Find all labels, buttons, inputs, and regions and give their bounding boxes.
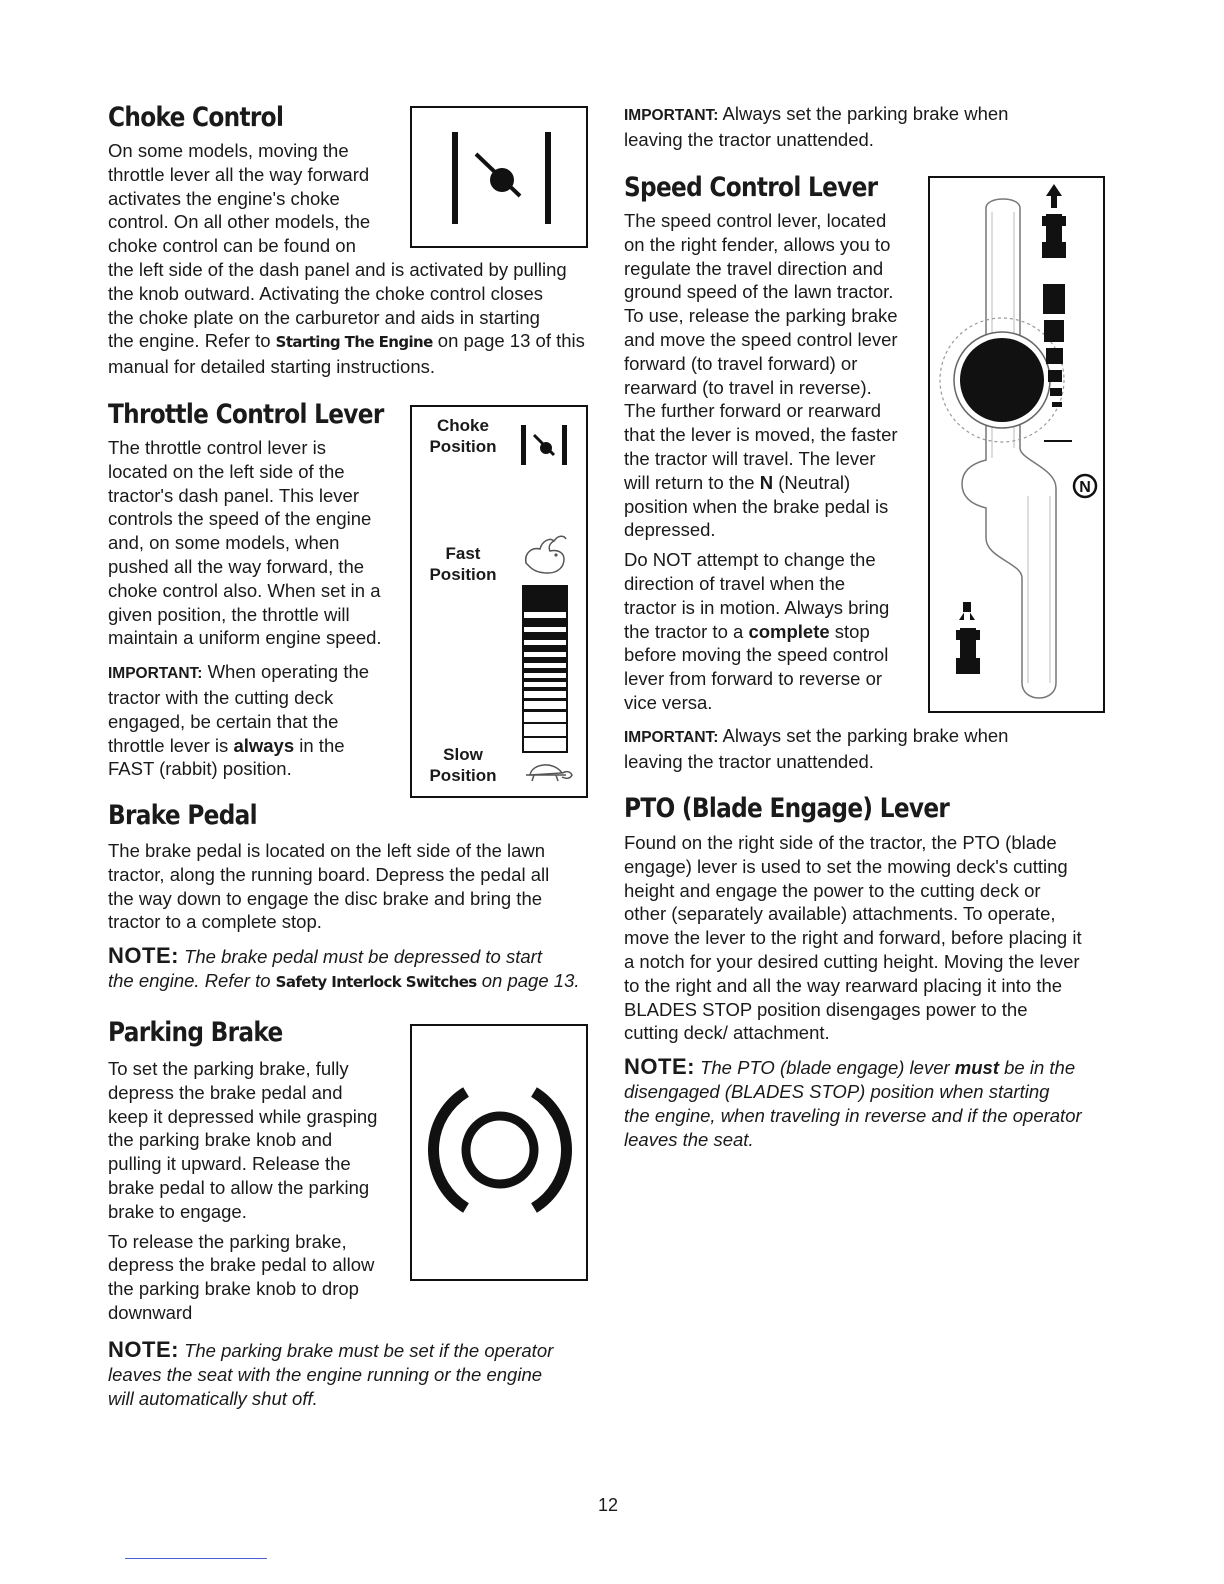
speed-control-diagram <box>928 176 1105 713</box>
speed-lever-slot-diagram <box>930 178 1103 711</box>
rabbit-icon <box>520 533 570 579</box>
text-line: that the lever is moved, the faster <box>624 424 898 446</box>
text-line: To release the parking brake, <box>108 1230 347 1252</box>
throttle-control-body <box>108 436 408 781</box>
text-line: before moving the speed control <box>624 644 889 666</box>
text-line: will automatically shut off. <box>108 1387 318 1409</box>
text-line: given position, the throttle will <box>108 603 350 625</box>
text-line: The throttle control lever is <box>108 437 326 458</box>
text-line: Found on the right side of the tractor, the PTO (blade <box>624 832 1057 853</box>
text-line: to the right and all the way rearward placing it into the <box>624 974 1063 996</box>
choke-control-heading: Choke Control <box>108 102 284 133</box>
parking-brake-heading: Parking Brake <box>108 1017 283 1048</box>
parking-brake-body <box>108 1057 408 1325</box>
text-line: leaves the seat. <box>624 1128 754 1150</box>
text-line: forward (to travel forward) or <box>624 352 858 374</box>
text-line: will return to the N (Neutral) <box>624 471 851 493</box>
text-line: choke control can be found on <box>108 235 356 257</box>
text-line: depress the brake pedal to allow <box>108 1254 375 1276</box>
parking-brake-note <box>108 1338 598 1410</box>
text-line: pulling it upward. Release the <box>108 1153 351 1175</box>
text-line: IMPORTANT: Always set the parking brake when <box>624 103 1009 124</box>
text-line: IMPORTANT: Always set the parking brake when <box>624 725 1009 746</box>
text-line: the way down to engage the disc brake and bring the <box>108 887 543 909</box>
pto-lever-body <box>624 831 1114 1151</box>
text-line: downward <box>108 1301 193 1323</box>
choke-small-icon <box>516 423 572 467</box>
pto-note: NOTE: The PTO (blade engage) lever must be in the <box>624 1054 1076 1080</box>
text-line: cutting deck/ attachment. <box>624 1022 830 1044</box>
text-line: vice versa. <box>624 691 713 713</box>
page-number: 12 <box>597 1495 619 1515</box>
choke-position-label: Choke Position <box>429 416 497 456</box>
text-line: height and engage the power to the cutting deck or <box>624 879 1041 901</box>
text-line: leaves the seat with the engine running or the engine <box>108 1363 543 1385</box>
text-line: and, on some models, when <box>108 532 340 554</box>
text-line: and move the speed control lever <box>624 328 898 350</box>
choke-symbol-box <box>410 106 588 248</box>
cross-reference: Starting The Engine <box>275 333 433 352</box>
text-line: the left side of the dash panel and is activated by pulling <box>108 258 567 280</box>
text-line: throttle lever all the way forward <box>108 163 370 185</box>
text-line: depress the brake pedal and <box>108 1081 343 1103</box>
speed-control-heading: Speed Control Lever <box>624 172 878 203</box>
text-line: tractor is in motion. Always bring <box>624 596 890 618</box>
text-line: To set the parking brake, fully <box>108 1058 349 1079</box>
parking-brake-icon <box>426 1076 574 1224</box>
text-line: FAST (rabbit) position. <box>108 758 292 780</box>
text-line: the tractor to a complete stop <box>624 620 870 642</box>
text-line: the knob outward. Activating the choke control closes <box>108 282 544 304</box>
text-line: The further forward or rearward <box>624 400 882 422</box>
text-line: engaged, be certain that the <box>108 710 339 732</box>
text-line: manual for detailed starting instructions. <box>108 356 436 378</box>
text-line: keep it depressed while grasping <box>108 1105 378 1127</box>
text-line: choke control also. When set in a <box>108 579 381 601</box>
text-line: rearward (to travel in reverse). <box>624 376 872 398</box>
top-important-note <box>624 102 1104 152</box>
important-note: IMPORTANT: When operating the <box>108 661 370 683</box>
text-line: control. On all other models, the <box>108 211 371 233</box>
text-line: controls the speed of the engine <box>108 508 372 530</box>
text-line: the parking brake knob and <box>108 1129 333 1151</box>
text-line: other (separately available) attachments. To operate, <box>624 903 1056 925</box>
text-line: tractor, along the running board. Depress the pedal all <box>108 863 550 885</box>
text-line: maintain a uniform engine speed. <box>108 627 382 649</box>
text-line: The speed control lever, located <box>624 210 887 231</box>
text-line: disengaged (BLADES STOP) position when starting <box>624 1080 1050 1102</box>
text-line: a notch for your desired cutting height. Moving the lever <box>624 950 1080 972</box>
text-line: activates the engine's choke <box>108 187 340 209</box>
text-line: located on the left side of the <box>108 460 345 482</box>
text-line: To use, release the parking brake <box>624 305 898 327</box>
text-line: depressed. <box>624 519 716 541</box>
text-line: engage) lever is used to set the mowing deck's cutting <box>624 855 1068 877</box>
text-line: on the right fender, allows you to <box>624 233 891 255</box>
text-line: brake pedal to allow the parking <box>108 1176 370 1198</box>
throttle-speed-scale <box>522 585 568 753</box>
text-line: ground speed of the lawn tractor. <box>624 281 894 303</box>
text-line: NOTE: The parking brake must be set if the operator <box>108 1337 554 1362</box>
text-line: tractor with the cutting deck <box>108 686 334 708</box>
text-line: direction of travel when the <box>624 572 846 594</box>
text-line: Do NOT attempt to change the <box>624 549 876 571</box>
brake-note: NOTE: The brake pedal must be depressed to start <box>108 943 542 969</box>
text-line: the parking brake knob to drop <box>108 1278 359 1300</box>
text-line: pushed all the way forward, the <box>108 555 365 577</box>
speed-important-note <box>624 724 1104 774</box>
text-line: lever from forward to reverse or <box>624 668 883 690</box>
text-line: the engine, when traveling in reverse and if the operator <box>624 1104 1082 1126</box>
slow-position-label: Slow Position <box>429 745 497 785</box>
turtle-icon <box>522 753 574 785</box>
text-line: On some models, moving the <box>108 140 349 161</box>
text-line: the engine. Refer to Starting The Engine on page 13 of this <box>108 330 585 352</box>
neutral-symbol: N <box>1079 479 1091 496</box>
text-line: position when the brake pedal is <box>624 495 889 517</box>
text-line: move the lever to the right and forward, before placing it <box>624 927 1082 949</box>
text-line: the tractor will travel. The lever <box>624 447 876 469</box>
text-line: BLADES STOP position disengages power to the <box>624 998 1028 1020</box>
text-line: tractor's dash panel. This lever <box>108 484 360 506</box>
choke-icon <box>412 108 586 246</box>
text-line: The brake pedal is located on the left side of the lawn <box>108 840 546 861</box>
text-line: throttle lever is always in the <box>108 734 345 756</box>
brake-pedal-heading: Brake Pedal <box>108 800 257 831</box>
throttle-panel-box <box>410 405 588 798</box>
fast-position-label: Fast Position <box>429 544 497 584</box>
throttle-control-heading: Throttle Control Lever <box>108 399 384 430</box>
cross-reference: Safety Interlock Switches <box>275 972 477 991</box>
text-line: regulate the travel direction and <box>624 257 884 279</box>
text-line: brake to engage. <box>108 1200 247 1222</box>
speed-control-body <box>624 209 929 715</box>
text-line: leaving the tractor unattended. <box>624 128 874 150</box>
pto-lever-heading: PTO (Blade Engage) Lever <box>624 793 950 824</box>
text-line: tractor to a complete stop. <box>108 911 322 933</box>
brake-pedal-body <box>108 839 598 995</box>
parking-brake-symbol-box <box>410 1024 588 1281</box>
footer-rule <box>125 1558 267 1559</box>
text-line: the engine. Refer to Safety Interlock Switches on page 13. <box>108 969 580 991</box>
text-line: leaving the tractor unattended. <box>624 750 874 772</box>
text-line: the choke plate on the carburetor and aids in starting <box>108 306 540 328</box>
